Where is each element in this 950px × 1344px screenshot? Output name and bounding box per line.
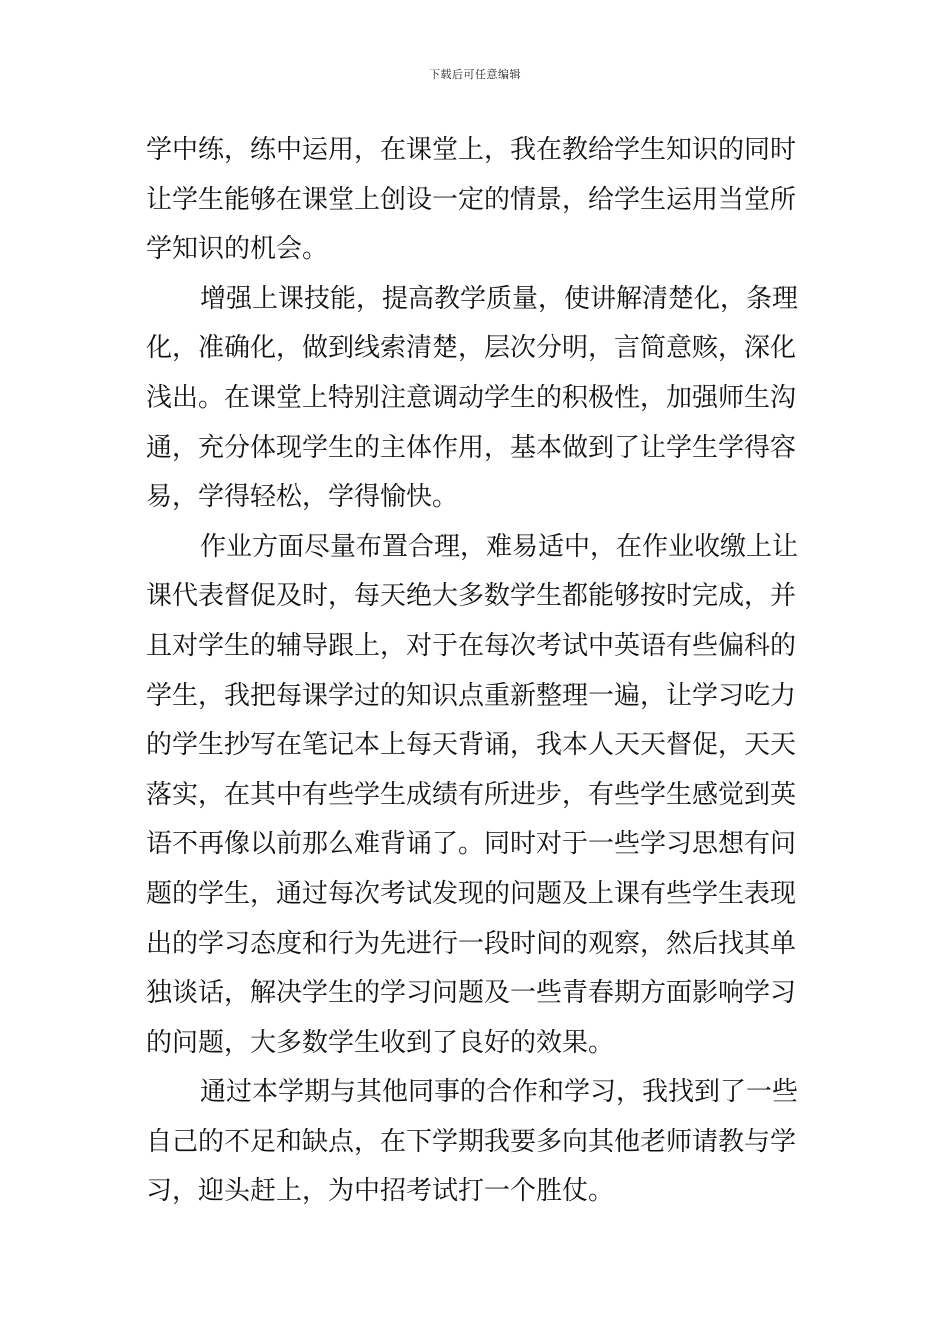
text-line: 的学生抄写在笔记本上每天背诵，我本人天天督促，天天 [146, 730, 797, 761]
document-body [146, 126, 810, 1217]
text-line: 作业方面尽量布置合理，难易适中，在作业收缴上让 [200, 531, 799, 562]
text-line: 题的学生，通过每次考试发现的问题及上课有些学生表现 [146, 878, 797, 909]
text-line: 浅出。在课堂上特别注意调动学生的积极性，加强师生沟 [146, 382, 797, 413]
text-line: 让学生能够在课堂上创设一定的情景，给学生运用当堂所 [146, 184, 797, 215]
text-line: 增强上课技能，提高教学质量，使讲解清楚化，条理 [200, 283, 799, 314]
paragraph [146, 523, 810, 1069]
text-line: 习，迎头赶上，为中招考试打一个胜仗。 [146, 1176, 615, 1207]
text-line: 通过本学期与其他同事的合作和学习，我找到了一些 [200, 1077, 799, 1108]
page-header: 下载后可任意编辑 [429, 68, 521, 81]
text-line: 学知识的机会。 [146, 234, 329, 265]
paragraph [146, 275, 810, 523]
text-line: 自己的不足和缺点，在下学期我要多向其他老师请教与学 [146, 1126, 797, 1157]
text-line: 通，充分体现学生的主体作用，基本做到了让学生学得容 [146, 432, 797, 463]
text-line: 独谈话，解决学生的学习问题及一些青春期方面影响学习 [146, 978, 797, 1009]
text-line: 课代表督促及时，每天绝大多数学生都能够按时完成，并 [146, 581, 797, 612]
text-line: 学生，我把每课学过的知识点重新整理一遍，让学习吃力 [146, 680, 797, 711]
text-line: 的问题，大多数学生收到了良好的效果。 [146, 1027, 615, 1058]
text-line: 易，学得轻松，学得愉快。 [146, 482, 459, 513]
text-line: 且对学生的辅导跟上，对于在每次考试中英语有些偏科的 [146, 630, 797, 661]
text-line: 学中练，练中运用，在课堂上，我在教给学生知识的同时 [146, 135, 797, 165]
text-line: 语不再像以前那么难背诵了。同时对于一些学习思想有问 [146, 829, 797, 860]
text-line: 出的学习态度和行为先进行一段时间的观察，然后找其单 [146, 928, 797, 959]
text-line: 落实，在其中有些学生成绩有所进步，有些学生感觉到英 [146, 779, 797, 810]
paragraph [146, 126, 810, 275]
text-line: 化，准确化，做到线索清楚，层次分明，言简意赅，深化 [146, 333, 797, 364]
paragraph [146, 1068, 810, 1217]
